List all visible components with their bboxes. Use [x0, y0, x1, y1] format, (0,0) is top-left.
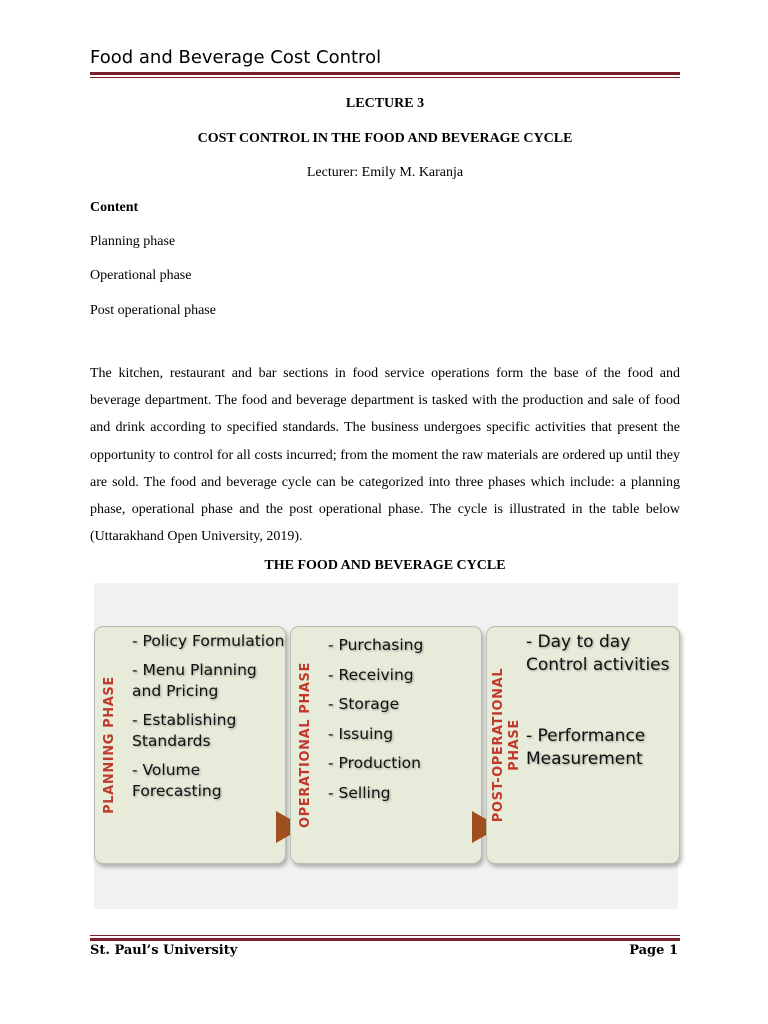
planning-phase-label [95, 627, 125, 863]
lecturer-name: Lecturer: Emily M. Karanja [306, 165, 464, 180]
list-item: - Purchasing [328, 636, 424, 654]
footer-rule-thin [90, 935, 680, 936]
list-item: - Menu Planning and Pricing [132, 661, 257, 700]
post-operational-phase-box [486, 626, 680, 864]
post-operational-phase-items [526, 631, 674, 771]
content-heading: Content [90, 200, 139, 215]
diagram-title: THE FOOD AND BEVERAGE CYCLE [264, 558, 506, 573]
planning-phase-box [94, 626, 286, 864]
footer-page-number: Page 1 [629, 943, 678, 958]
lecture-number: LECTURE 3 [345, 96, 425, 111]
list-item: - Storage [328, 695, 400, 714]
footer-rule-thick [90, 938, 680, 941]
planning-phase-label-text: PLANNING PHASE [102, 676, 117, 814]
lecture-title: COST CONTROL IN THE FOOD AND BEVERAGE CYCLE [197, 131, 573, 146]
list-item: - Issuing [328, 724, 394, 743]
list-item: - Policy Formulation [132, 632, 285, 650]
food-beverage-cycle-diagram [94, 583, 678, 909]
header-title: Food and Beverage Cost Control [90, 47, 382, 68]
operational-phase-box [290, 626, 482, 864]
planning-phase-items [132, 631, 285, 802]
list-item: - Receiving [328, 665, 414, 684]
list-item: - Performance Measurement [526, 726, 646, 769]
list-item: - Selling [328, 783, 391, 802]
header-rule-thick [90, 72, 680, 75]
list-item: - Volume Forecasting [132, 761, 222, 800]
operational-phase-label [291, 627, 321, 863]
operational-phase-items [328, 631, 423, 809]
list-item: - Production [328, 754, 421, 773]
intro-paragraph: The kitchen, restaurant and bar sections in food service operations form the base of the food and beverage department. The food and beverage department is tasked with the production and sale of food and drink according to specified standards. The business undergoes specific activities that present the opportunity to control for all costs incurred; from the moment the raw materials are ordered up until they are sold. The food and beverage cycle can be categorized into three phases which include: a planning phase, operational phase and the post operational phase. The cycle is illustrated in the table below (Uttarakhand Open University, 2019). [90, 366, 680, 545]
header-rule-thin [90, 77, 680, 78]
content-item-planning: Planning phase [90, 234, 176, 249]
list-item: - Establishing Standards [132, 711, 237, 750]
post-operational-phase-label-text [491, 668, 523, 822]
post-operational-phase-label [487, 627, 527, 863]
content-item-post-operational: Post operational phase [90, 303, 216, 318]
footer-university: St. Paul’s University [90, 943, 238, 958]
operational-phase-label-text: OPERATIONAL PHASE [298, 662, 313, 828]
post-operational-label-line-1: POST-OPERATIONAL [491, 667, 506, 823]
post-operational-label-line-2: PHASE [507, 719, 522, 771]
content-item-operational: Operational phase [90, 268, 192, 283]
list-item: - Day to day Control activities [526, 632, 670, 675]
